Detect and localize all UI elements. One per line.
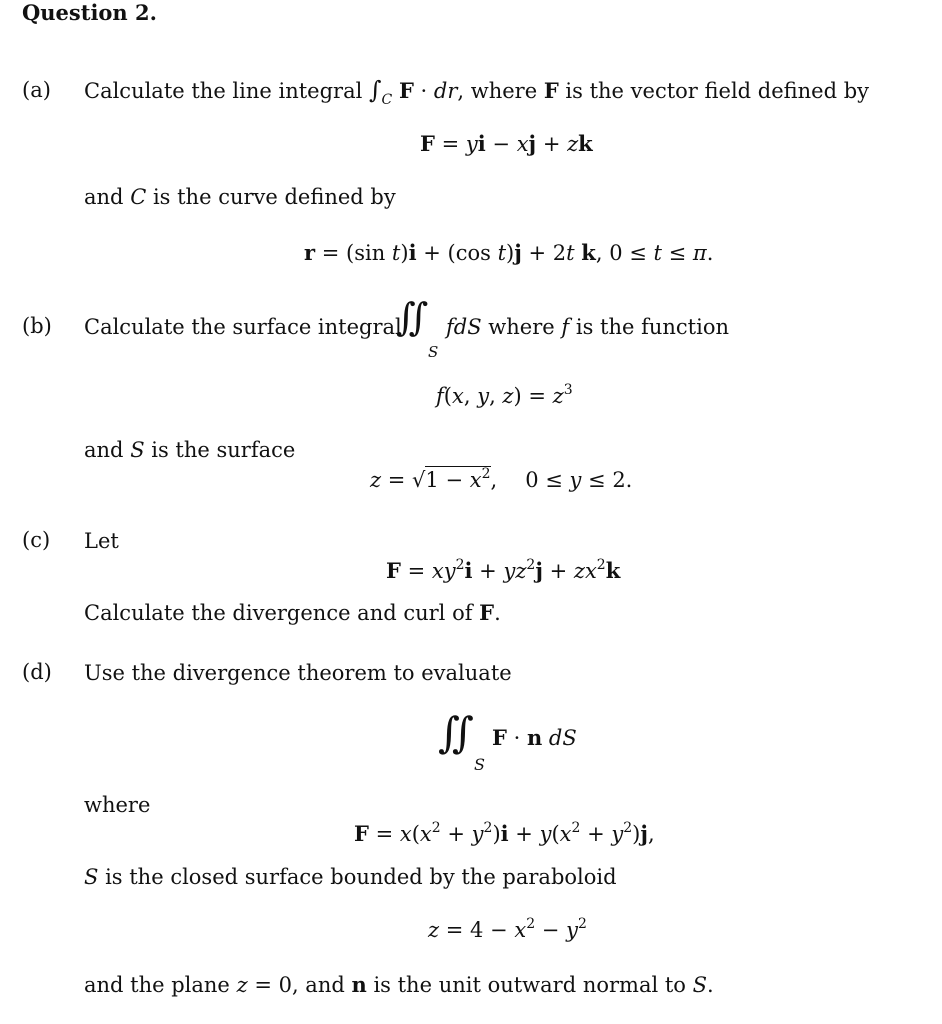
eq-equals: = bbox=[368, 822, 400, 846]
integrand-dS: dS bbox=[542, 726, 577, 750]
surface-integral-symbol: ∬ bbox=[396, 295, 429, 339]
eq-z: z bbox=[502, 384, 514, 408]
question-title: Question 2. bbox=[22, 0, 157, 25]
eq-equals: = bbox=[434, 132, 466, 156]
eq-j: j bbox=[514, 240, 522, 265]
integrand-fdS: fdS bbox=[446, 315, 482, 339]
eq-close1: ) bbox=[492, 822, 501, 846]
eq-z: z bbox=[567, 132, 579, 156]
eq-one-minus: 1 − bbox=[425, 468, 470, 492]
flux-integral-subscript: S bbox=[474, 755, 485, 774]
eq-z: z bbox=[428, 918, 440, 942]
surface-integral-subscript: S bbox=[428, 343, 439, 361]
eq-four-minus: = 4 − bbox=[439, 918, 515, 942]
part-b-surface-equation bbox=[370, 468, 632, 492]
surface-var: S bbox=[84, 865, 99, 889]
eq-j: j bbox=[528, 131, 537, 156]
eq-cos: + (cos bbox=[416, 241, 498, 265]
eq-F: F bbox=[420, 131, 435, 156]
surface-prefix: and bbox=[84, 438, 124, 462]
eq-power: 3 bbox=[563, 382, 573, 398]
eq-range: 0 ≤ bbox=[525, 468, 570, 492]
eq-power: 2 bbox=[481, 466, 491, 482]
eq-open1: ( bbox=[411, 822, 420, 846]
eq-xy: xy bbox=[431, 559, 456, 583]
part-b-intro: Calculate the surface integral bbox=[84, 315, 402, 339]
eq-x: x bbox=[469, 468, 482, 492]
eq-k: k bbox=[581, 240, 596, 265]
eq-x: x bbox=[516, 132, 529, 156]
eq-range-end: ≤ 2. bbox=[581, 468, 633, 492]
eq-i: i bbox=[464, 558, 473, 583]
final-mid: is the unit outward normal to bbox=[373, 973, 686, 997]
eq-r: r bbox=[304, 240, 316, 265]
part-d-paraboloid-equation bbox=[428, 918, 587, 942]
part-a-label: (a) bbox=[22, 78, 51, 102]
eq-x: x bbox=[451, 384, 464, 408]
final-n: n bbox=[351, 972, 367, 997]
sqrt-body bbox=[425, 466, 490, 492]
eq-pow3: 2 bbox=[596, 557, 606, 573]
part-d-where: where bbox=[84, 793, 151, 817]
eq-close2: ) bbox=[632, 822, 641, 846]
part-c-instruction bbox=[84, 600, 501, 626]
eq-paren1: ) bbox=[400, 241, 409, 265]
eq-pow2: 2 bbox=[483, 820, 493, 836]
eq-comma1: , bbox=[463, 384, 478, 408]
eq-j: j bbox=[535, 558, 543, 583]
eq-y: y bbox=[465, 132, 478, 156]
where-word: where bbox=[488, 315, 555, 339]
curve-suffix: is the curve defined by bbox=[152, 185, 396, 209]
eq-t4: t bbox=[653, 241, 662, 265]
part-a-intro-suffix: , where bbox=[457, 79, 538, 103]
surface-var: S bbox=[130, 438, 145, 462]
sqrt-icon: √ bbox=[412, 468, 426, 492]
instruction-text: Calculate the divergence and curl of bbox=[84, 601, 473, 625]
integrand-dr: dr bbox=[433, 79, 458, 103]
eq-minus: − bbox=[535, 918, 567, 942]
eq-x: x bbox=[514, 918, 527, 942]
eq-comma: , bbox=[490, 468, 498, 492]
eq-pow3: 2 bbox=[571, 820, 581, 836]
part-a-vector-field-equation bbox=[420, 131, 593, 156]
surface-suffix: is the surface bbox=[151, 438, 296, 462]
eq-close: ) = bbox=[513, 384, 553, 408]
part-c-vector-field-equation bbox=[386, 558, 620, 583]
part-b-function-equation bbox=[436, 384, 573, 408]
eq-open2: ( bbox=[551, 822, 560, 846]
eq-pi: π bbox=[692, 241, 707, 265]
eq-y2: y bbox=[539, 822, 552, 846]
part-a-intro bbox=[84, 76, 870, 108]
eq-k: k bbox=[605, 558, 621, 583]
eq-pow1: 2 bbox=[526, 916, 536, 932]
final-eq: = 0, and bbox=[247, 973, 345, 997]
final-z: z bbox=[236, 973, 248, 997]
eq-plus1: + bbox=[472, 559, 504, 583]
part-c-let: Let bbox=[84, 529, 119, 553]
eq-t2: t bbox=[497, 241, 507, 265]
eq-pow4: 2 bbox=[623, 820, 633, 836]
eq-j: j bbox=[640, 821, 648, 846]
eq-k: k bbox=[578, 131, 593, 156]
eq-i: i bbox=[477, 131, 486, 156]
eq-plus2: + 2 bbox=[521, 241, 567, 265]
eq-end: , bbox=[647, 822, 655, 846]
final-end: . bbox=[707, 973, 714, 997]
part-a-intro-prefix: Calculate the line integral bbox=[84, 79, 363, 103]
instruction-F: F bbox=[479, 600, 495, 625]
line-integral-subscript: C bbox=[381, 92, 393, 108]
eq-z2: z bbox=[552, 384, 564, 408]
flux-integral-symbol: ∬ bbox=[438, 708, 474, 757]
eq-plus2: + bbox=[542, 559, 574, 583]
eq-i: i bbox=[408, 240, 417, 265]
eq-t1: t bbox=[391, 241, 401, 265]
integrand-n: n bbox=[526, 725, 543, 750]
eq-comma2: , bbox=[489, 384, 503, 408]
eq-pow1: 2 bbox=[431, 820, 441, 836]
eq-y: y bbox=[566, 918, 578, 942]
dot-operator: · bbox=[506, 726, 527, 750]
part-a-curve-equation bbox=[304, 240, 713, 265]
eq-y: y bbox=[477, 384, 490, 408]
eq-pow1: 2 bbox=[455, 557, 465, 573]
integrand-F: F bbox=[398, 78, 414, 103]
F-word: F bbox=[543, 78, 559, 103]
f-var: f bbox=[561, 315, 570, 339]
part-b-label: (b) bbox=[22, 314, 52, 338]
surface-desc: is the closed surface bounded by the paraboloid bbox=[105, 865, 617, 889]
eq-equals: = bbox=[381, 468, 413, 492]
final-S: S bbox=[692, 973, 708, 997]
eq-F: F bbox=[386, 558, 401, 583]
eq-y: y bbox=[569, 468, 582, 492]
final-prefix: and the plane bbox=[84, 973, 230, 997]
eq-plus1: + bbox=[440, 822, 472, 846]
eq-t3: t bbox=[566, 241, 575, 265]
eq-x3: x bbox=[559, 822, 572, 846]
eq-plus2: + bbox=[508, 822, 540, 846]
part-b-intro-rest bbox=[446, 314, 729, 340]
eq-pow2: 2 bbox=[526, 557, 536, 573]
part-d-vector-field-equation bbox=[354, 821, 655, 846]
eq-minus: − bbox=[485, 132, 517, 156]
eq-i: i bbox=[500, 821, 509, 846]
eq-x1: x bbox=[399, 822, 412, 846]
part-b-tail: is the function bbox=[575, 315, 730, 339]
part-d-label: (d) bbox=[22, 660, 52, 684]
part-c-label: (c) bbox=[22, 528, 51, 552]
eq-z: z bbox=[370, 468, 382, 492]
eq-y1: y bbox=[471, 822, 484, 846]
eq-range: , 0 ≤ bbox=[595, 241, 654, 265]
eq-open: ( bbox=[443, 384, 452, 408]
eq-f: f bbox=[436, 384, 444, 408]
part-d-intro: Use the divergence theorem to evaluate bbox=[84, 661, 512, 685]
part-a-intro-tail: is the vector field defined by bbox=[565, 79, 870, 103]
eq-pow2: 2 bbox=[577, 916, 587, 932]
eq-end: . bbox=[706, 241, 714, 265]
flux-integrand bbox=[492, 725, 577, 750]
curve-var: C bbox=[130, 185, 147, 209]
eq-yz: yz bbox=[503, 559, 527, 583]
integrand-F: F bbox=[492, 725, 507, 750]
curve-prefix: and bbox=[84, 185, 124, 209]
eq-plus: + bbox=[536, 132, 568, 156]
part-d-final-text bbox=[84, 972, 714, 998]
eq-plus3: + bbox=[580, 822, 612, 846]
eq-sin: = (sin bbox=[315, 241, 392, 265]
part-a-curve-text bbox=[84, 184, 396, 210]
eq-le: ≤ bbox=[661, 241, 693, 265]
dot-operator: · bbox=[413, 79, 434, 103]
part-b-surface-text bbox=[84, 437, 295, 463]
eq-equals: = bbox=[400, 559, 432, 583]
eq-zx: zx bbox=[573, 559, 597, 583]
part-d-surface-text bbox=[84, 864, 617, 890]
eq-paren2: ) bbox=[506, 241, 515, 265]
eq-F: F bbox=[354, 821, 369, 846]
instruction-end: . bbox=[494, 601, 501, 625]
line-integral-symbol: ∫ bbox=[369, 76, 382, 104]
eq-y3: y bbox=[611, 822, 624, 846]
eq-x2: x bbox=[419, 822, 432, 846]
